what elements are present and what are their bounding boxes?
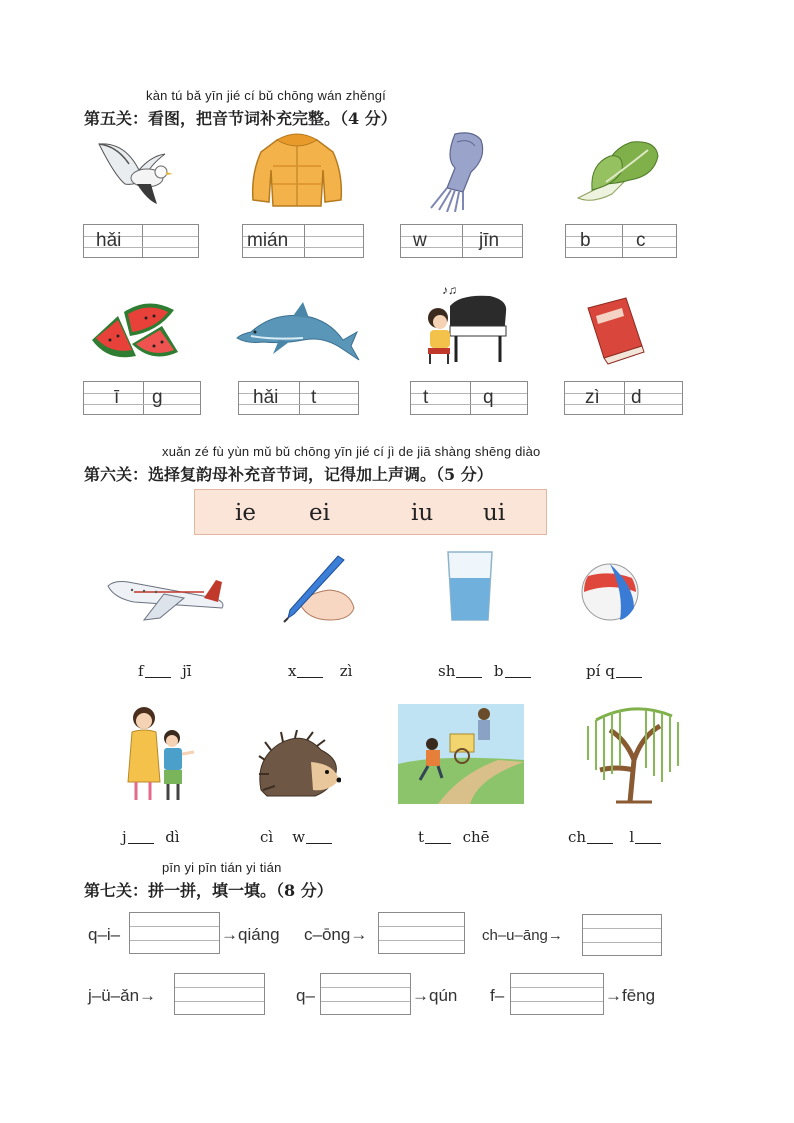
answer-blank[interactable]: [587, 829, 613, 844]
consonant-text: l: [629, 828, 635, 846]
spelling-result: →qiáng: [221, 925, 280, 944]
pinyin-right: q: [483, 387, 494, 408]
pinyin-left: hǎi: [253, 387, 279, 408]
section6-pinyin: xuǎn zé fù yùn mǔ bǔ chōng yīn jié cí jì de jiā shàng shēng diào: [162, 444, 541, 459]
section7-pinyin: pīn yi pīn tián yi tián: [162, 860, 282, 875]
syllable-text: zì: [339, 662, 353, 680]
pinyin-right: c: [636, 230, 646, 251]
vowel-option: ui: [483, 500, 506, 526]
scarf-icon: [425, 128, 495, 212]
consonant-text: f: [138, 662, 144, 680]
pinyin-box-seagull[interactable]: [83, 224, 199, 258]
consonant-text: w: [292, 828, 306, 846]
answer-box-1[interactable]: [129, 912, 220, 954]
spelling-result: →qún: [412, 986, 458, 1005]
section7-heading: 第七关：拼一拼，填一填。（8 分）: [84, 881, 333, 900]
answer-blank[interactable]: [425, 829, 451, 844]
seagull-icon: [95, 130, 175, 210]
consonant-text: q: [605, 662, 615, 680]
spelling-result: →fēng: [605, 986, 656, 1005]
vowel-options-box: [194, 489, 547, 535]
pinyin-left: w: [413, 230, 427, 251]
answer-blank[interactable]: [145, 663, 171, 678]
pinyin-box-cabbage[interactable]: [565, 224, 677, 258]
spelling-prefix: ch–u–āng→: [482, 927, 563, 944]
fill-item-cart[interactable]: [418, 828, 490, 846]
consonant-text: j: [122, 828, 127, 846]
fill-item-hedgehog[interactable]: [260, 828, 334, 846]
answer-blank[interactable]: [616, 663, 642, 678]
answer-blank[interactable]: [505, 663, 531, 678]
pinyin-box-watermelon[interactable]: [83, 381, 201, 415]
answer-blank[interactable]: [635, 829, 661, 844]
answer-blank[interactable]: [297, 663, 323, 678]
spelling-prefix: q–: [296, 986, 315, 1005]
consonant-text: b: [493, 662, 504, 680]
consonant-text: sh: [438, 662, 456, 680]
answer-blank[interactable]: [128, 829, 154, 844]
pinyin-right: t: [311, 387, 317, 408]
syllable-text: chē: [462, 828, 490, 846]
section5-pinyin: kàn tú bǎ yīn jié cí bǔ chōng wán zhěngí: [146, 88, 386, 103]
mother-child-icon: [124, 704, 196, 804]
dolphin-icon: [233, 296, 363, 368]
answer-box-4[interactable]: [174, 973, 265, 1015]
answer-box-3[interactable]: [582, 914, 662, 956]
pinyin-box-dictionary[interactable]: [564, 381, 683, 415]
pinyin-right: jīn: [479, 230, 500, 251]
fill-item-willow[interactable]: [568, 828, 663, 846]
section5-heading: 第五关：看图，把音节词补充完整。（4 分）: [84, 109, 397, 128]
pinyin-left: b: [580, 230, 591, 251]
cabbage-icon: [572, 136, 662, 212]
syllable-text: pí: [586, 662, 601, 680]
spelling-prefix: j–ü–ǎn→: [88, 986, 157, 1005]
pushing-cart-icon: [398, 704, 524, 804]
vowel-option: ei: [309, 500, 330, 526]
fill-item-writing[interactable]: [288, 662, 352, 680]
pinyin-left: zì: [585, 387, 600, 408]
pinyin-left: ī: [114, 387, 120, 408]
answer-box-5[interactable]: [320, 973, 411, 1015]
water-glass-icon: [444, 550, 496, 622]
consonant-text: ch: [568, 828, 587, 846]
watermelon-icon: [88, 296, 180, 364]
pinyin-box-piano[interactable]: [410, 381, 528, 415]
answer-box-6[interactable]: [510, 973, 604, 1015]
answer-blank[interactable]: [306, 829, 332, 844]
syllable-text: dì: [165, 828, 180, 846]
section6-heading: 第六关：选择复韵母补充音节词，记得加上声调。（5 分）: [84, 465, 493, 484]
pinyin-left: hǎi: [96, 230, 122, 251]
syllable-text: cì: [260, 828, 274, 846]
answer-box-2[interactable]: [378, 912, 465, 954]
hedgehog-icon: [255, 730, 341, 804]
willow-tree-icon: [576, 700, 694, 804]
pinyin-right: g: [152, 387, 163, 408]
svg-text:♪♫: ♪♫: [442, 283, 457, 297]
pinyin-box-coat[interactable]: [242, 224, 364, 258]
fill-item-mother-child[interactable]: [122, 828, 180, 846]
fill-item-airplane[interactable]: [138, 662, 192, 680]
spelling-prefix: c–ōng→: [304, 925, 368, 944]
vowel-option: ie: [235, 500, 256, 526]
pinyin-box-dolphin[interactable]: [238, 381, 359, 415]
syllable-text: jī: [182, 662, 192, 680]
pencil-hand-icon: [280, 552, 356, 624]
pinyin-box-scarf[interactable]: [400, 224, 523, 258]
pinyin-left: t: [423, 387, 429, 408]
airplane-icon: [104, 568, 228, 624]
spelling-prefix: q–i–: [88, 925, 121, 944]
ball-icon: [580, 562, 640, 622]
consonant-text: t: [418, 828, 425, 846]
pinyin-left: mián: [247, 230, 289, 251]
piano-icon: [420, 282, 510, 368]
fill-item-ball[interactable]: [586, 662, 644, 680]
coat-icon: [247, 130, 347, 208]
fill-item-water-cup[interactable]: [438, 662, 533, 680]
consonant-text: x: [288, 662, 297, 680]
pinyin-right: d: [631, 387, 642, 408]
vowel-option: iu: [411, 500, 434, 526]
answer-blank[interactable]: [456, 663, 482, 678]
dictionary-icon: [582, 294, 648, 366]
spelling-prefix: f–: [490, 986, 505, 1005]
